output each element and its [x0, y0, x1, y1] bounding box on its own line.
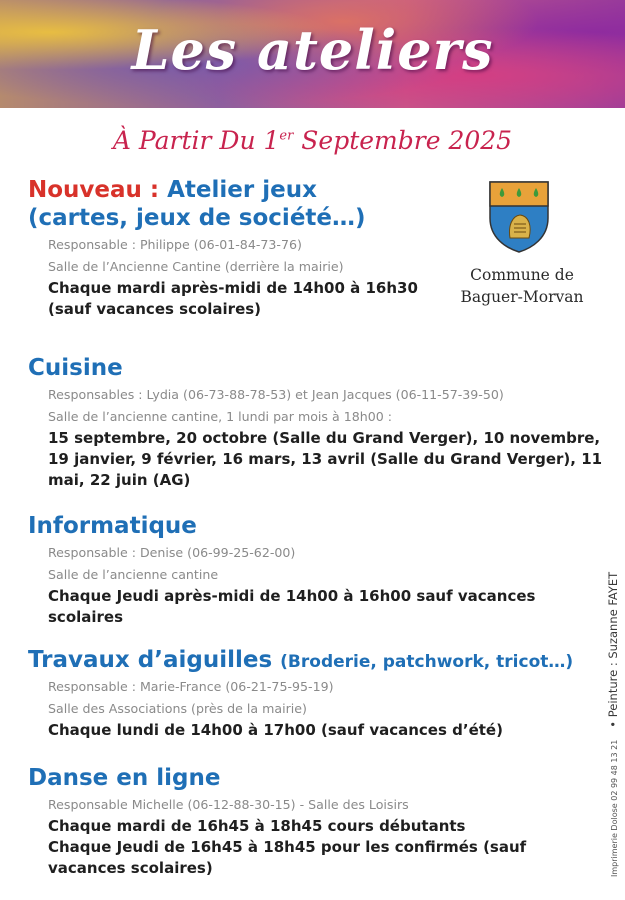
salle: Salle de l’ancienne cantine [48, 567, 219, 582]
section-title: Danse en ligne [28, 765, 221, 791]
page-title: Les ateliers [131, 18, 494, 82]
schedule-line-1: Chaque mardi de 16h45 à 18h45 cours débutants [48, 817, 466, 835]
subtitle-sup: er [279, 128, 294, 144]
responsable-salle: Responsable Michelle (06-12-88-30-15) - Salle des Loisirs [48, 797, 409, 812]
salle: Salle de l’ancienne cantine, 1 lundi par mois à 18h00 : [48, 409, 392, 424]
new-badge: Nouveau : [28, 177, 160, 203]
salle: Salle des Associations (près de la mairie) [48, 701, 307, 716]
painter-credit: • Peinture : Suzanne FAYET [606, 571, 620, 728]
section-danse-en-ligne [28, 764, 573, 879]
header-banner [0, 0, 625, 108]
print-credit [606, 572, 620, 877]
start-date-subtitle [0, 126, 625, 155]
dates: 15 septembre, 20 octobre (Salle du Grand Verger), 10 novembre, 19 janvier, 9 février, 16 mars, 13 avril (Salle du Grand Verger), 11 mai, 22 juin (AG) [48, 429, 603, 489]
section-title: Informatique [28, 513, 197, 539]
section-informatique [28, 512, 573, 628]
responsable: Responsable : Marie-France (06-21-75-95-19) [48, 679, 334, 694]
salle: Salle de l’Ancienne Cantine (derrière la mairie) [48, 259, 344, 274]
subtitle-end: Septembre 2025 [293, 126, 513, 155]
responsable: Responsable : Philippe (06-01-84-73-76) [48, 237, 302, 252]
responsable: Responsable : Denise (06-99-25-62-00) [48, 545, 296, 560]
coat-of-arms-helmet-icon [488, 180, 550, 254]
schedule-line-2: (sauf vacances scolaires) [48, 300, 262, 318]
commune-line-2: Baguer-Morvan [460, 288, 584, 306]
schedule: Chaque Jeudi après-midi de 14h00 à 16h00 sauf vacances scolaires [48, 587, 536, 626]
printer-credit: Imprimerie Dolose 02 99 48 13 21 [610, 739, 619, 877]
commune-line-1: Commune de [470, 266, 574, 284]
section-title [28, 646, 603, 676]
commune-name [452, 264, 592, 308]
section-title-line-2: (cartes, jeux de société…) [28, 205, 366, 231]
schedule-line-2: Chaque Jeudi de 16h45 à 18h45 pour les confirmés (sauf vacances scolaires) [48, 838, 527, 877]
title-text: Atelier jeux [159, 177, 317, 203]
section-title: Cuisine [28, 355, 123, 381]
title-detail: (Broderie, patchwork, tricot…) [280, 652, 574, 672]
section-travaux-aiguilles [28, 646, 603, 741]
responsable: Responsables : Lydia (06-73-88-78-53) et Jean Jacques (06-11-57-39-50) [48, 387, 504, 402]
schedule: Chaque lundi de 14h00 à 17h00 (sauf vacances d’été) [48, 721, 503, 739]
section-atelier-jeux [28, 176, 458, 320]
section-title [28, 176, 458, 204]
title-text: Travaux d’aiguilles [28, 647, 281, 673]
subtitle-main: À Partir Du 1 [112, 126, 280, 155]
schedule-line-1: Chaque mardi après-midi de 14h00 à 16h30 [48, 279, 418, 297]
section-cuisine [28, 354, 603, 491]
